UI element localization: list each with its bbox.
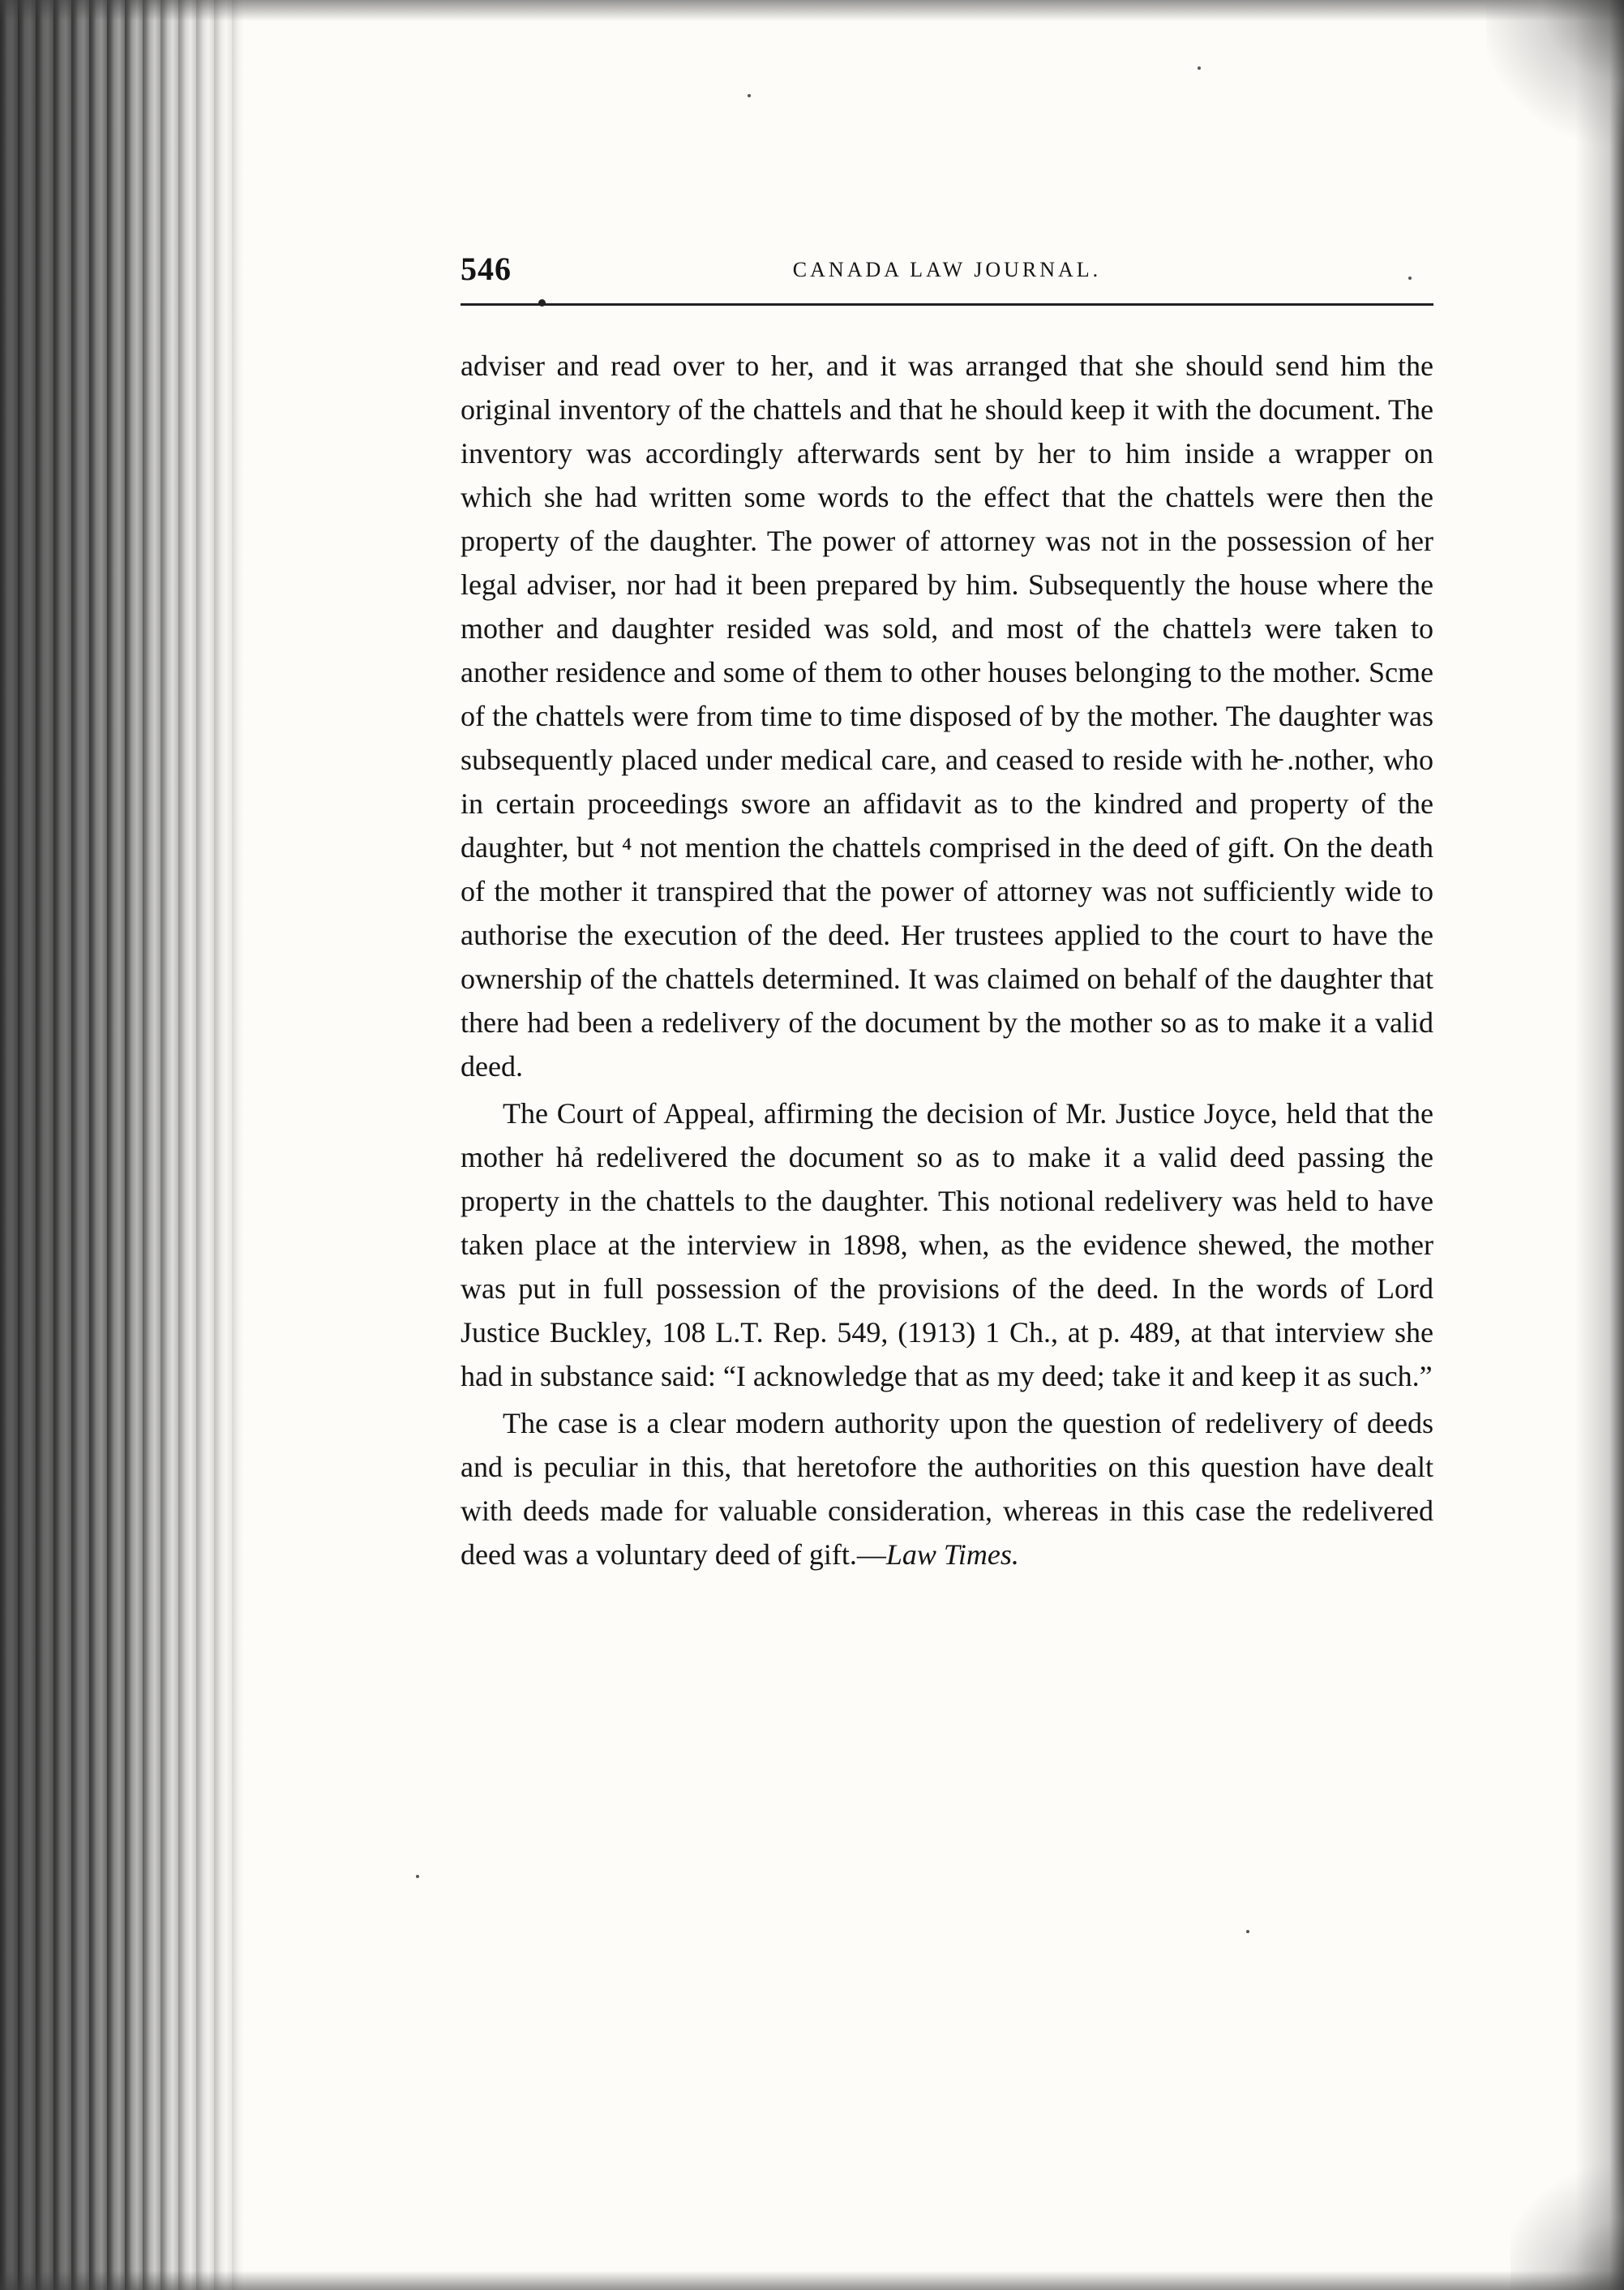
header-rule xyxy=(461,303,1433,306)
page-number: 546 xyxy=(461,251,512,287)
journal-title: CANADA LAW JOURNAL. xyxy=(792,258,1102,281)
paragraph-2: The Court of Appeal, affirming the decision of Mr. Justice Joyce, held that the mother hả redelivered the document so as to make it a valid deed passing the property in the chattels to the daughter. This notional redelivery was held to have taken place at the interview in 1898, when, as the evidence shewed, the mother was put in full possession of the provisions of the deed. In the words of Lord Justice Buckley, 108 L.T. Rep. 549, (1913) 1 Ch., at p. 489, at that interview she had in substance said: “I acknowledge that as my deed; take it and keep it as such.” xyxy=(461,1097,1433,1392)
scan-speck xyxy=(748,94,751,97)
header-rule-mark xyxy=(538,299,546,307)
scan-speck xyxy=(416,1875,419,1878)
running-header xyxy=(461,250,1433,295)
binding-shadow-fade xyxy=(122,0,259,2290)
top-page-edge xyxy=(0,0,1624,21)
source-citation: Law Times. xyxy=(885,1538,1019,1571)
article-body xyxy=(461,344,1433,1576)
bottom-page-edge xyxy=(0,2271,1624,2290)
bottom-right-corner-stain xyxy=(1510,2152,1624,2290)
paragraph-3-text: The case is a clear modern authority upon the question of redelivery of deeds and is peculiar in this, that heretofore the authorities on this question have dealt with deeds made for valuable consideration, whereas in this case the redelivered deed was a voluntary deed of gift.— xyxy=(461,1407,1433,1571)
paragraph-3 xyxy=(461,1401,1433,1576)
paragraph-1: adviser and read over to her, and it was arranged that she should send him the original inventory of the chattels and that he should keep it with the document. The inventory was accordingly afterwards sent by her to him inside a wrapper on which she had written some words to the effect that the chattels were then the property of the daughter. The power of attorney was not in the possession of her legal adviser, nor had it been prepared by him. Subsequently the house where the mother and daughter resided was sold, and most of the chattelз were taken to another residence and some of them to other houses belonging to the mother. Scme of the chattels were from time to time disposed of by the mother. The daughter was subsequently placed under medical care, and ceased to reside with he̵ .nother, who in certain proceedings swore an affidavit as to the kindred and property of the daughter, but ⁴ not mention the chattels comprised in the deed of gift. On the death of the mother it transpired that the power of attorney was not sufficiently wide to authorise the execution of the deed. Her trustees applied to the court to have the ownership of the chattels determined. It was claimed on behalf of the daughter that there had been a redelivery of the document by the mother so as to make it a valid deed. xyxy=(461,350,1433,1083)
scan-speck xyxy=(1198,66,1201,70)
top-right-corner-stain xyxy=(1486,0,1624,154)
right-page-edge xyxy=(1575,0,1624,2290)
scan-speck xyxy=(1246,1930,1249,1933)
